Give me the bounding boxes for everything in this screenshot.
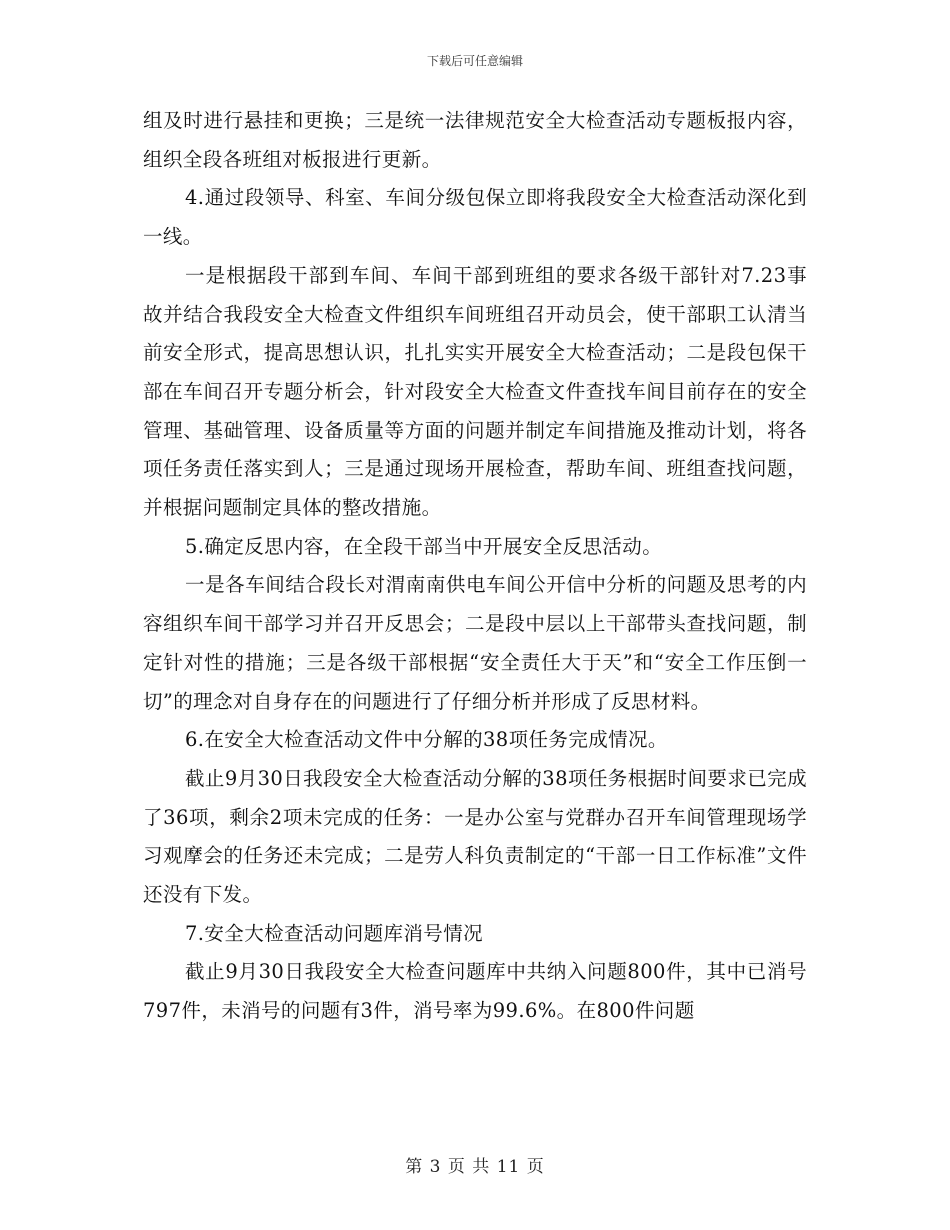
paragraph-9: 截止9月30日我段安全大检查问题库中共纳入问题800件，其中已消号797件，未消号的问题有3件，消号率为99.6%。在800件问题 xyxy=(143,960,807,1023)
paragraph-7: 截止9月30日我段安全大检查活动分解的38项任务根据时间要求已完成了36项，剩余2项未完成的任务：一是办公室与党群办召开车间管理现场学习观摩会的任务还未完成；二是劳人科负责制定的“干部一日工作标准”文件还没有下发。 xyxy=(143,766,807,907)
paragraph-1: 组及时进行悬挂和更换；三是统一法律规范安全大检查活动专题板报内容，组织全段各班组对板报进行更新。 xyxy=(143,109,807,171)
paragraph-5: 一是各车间结合段长对渭南南供电车间公开信中分析的问题及思考的内容组织车间干部学习并召开反思会；二是段中层以上干部带头查找问题，制定针对性的措施；三是各级干部根据“安全责任大于天”和“安全工作压倒一切”的理念对自身存在的问题进行了仔细分析并形成了反思材料。 xyxy=(143,573,807,713)
paragraph-4: 5.确定反思内容，在全段干部当中开展安全反思活动。 xyxy=(185,534,663,558)
paragraph-8: 7.安全大检查活动问题库消号情况 xyxy=(185,921,484,945)
paragraph-6: 6.在安全大检查活动文件中分解的38项任务完成情况。 xyxy=(185,728,668,752)
page-header: 下载后可任意编辑 xyxy=(426,54,523,68)
paragraph-2: 4.通过段领导、科室、车间分级包保立即将我段安全大检查活动深化到一线。 xyxy=(143,186,807,249)
document-body xyxy=(143,102,807,1031)
paragraph-3: 一是根据段干部到车间、车间干部到班组的要求各级干部针对7.23事故并结合我段安全大检查文件组织车间班组召开动员会，使干部职工认清当前安全形式，提高思想认识，扎扎实实开展安全大检查活动；二是段包保干部在车间召开专题分析会，针对段安全大检查文件查找车间目前存在的安全管理、基础管理、设备质量等方面的问题并制定车间措施及推动计划，将各项任务责任落实到人；三是通过现场开展检查，帮助车间、班组查找问题，并根据问题制定具体的整改措施。 xyxy=(143,263,807,520)
page-footer: 第 3 页 共 11 页 xyxy=(405,1157,545,1177)
